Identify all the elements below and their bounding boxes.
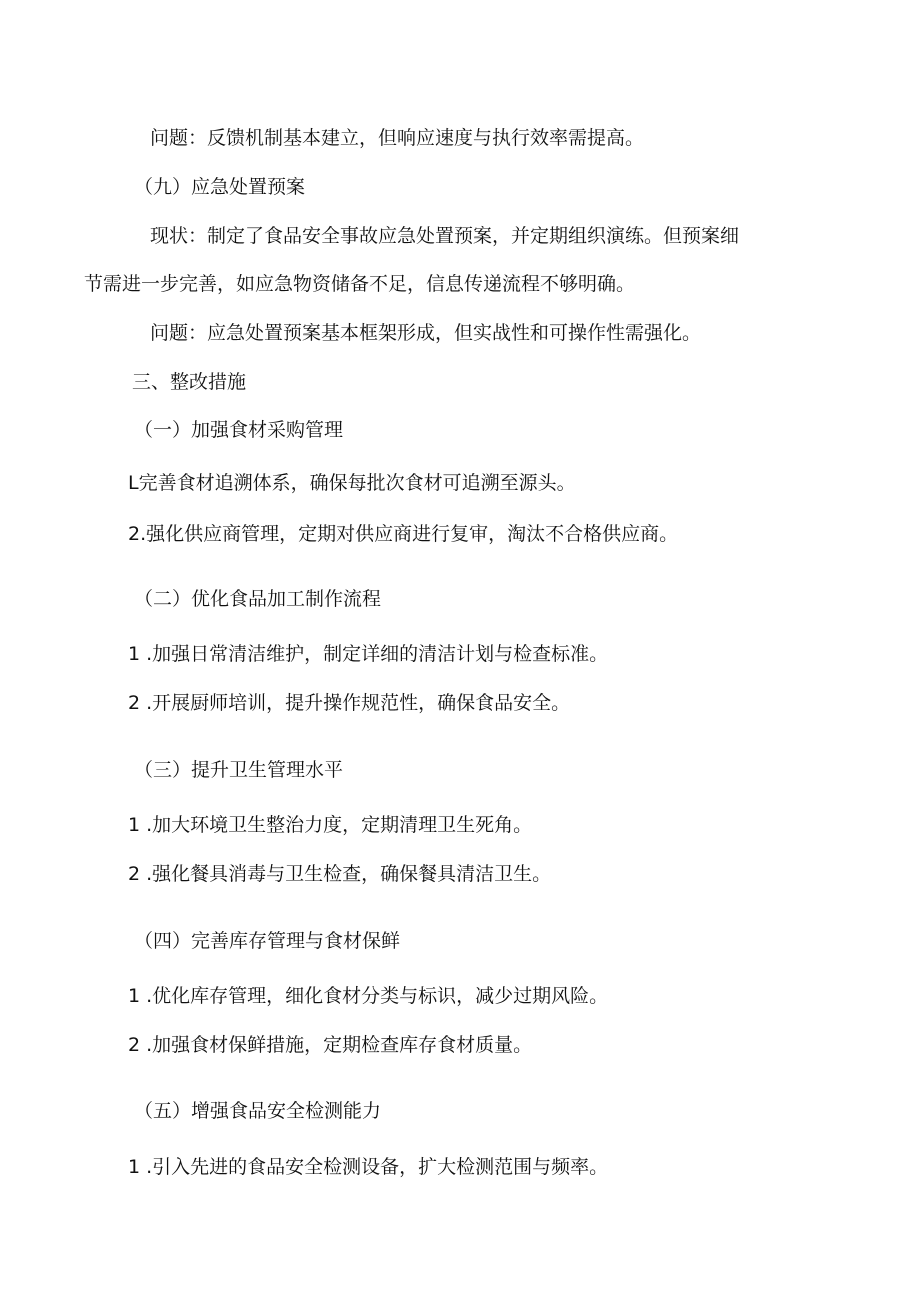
status-paragraph-line-2: 节需进一步完善，如应急物资储备不足，信息传递流程不够明确。 xyxy=(84,273,636,295)
list-item-4-2: 2 .加强食材保鲜措施，定期检查库存食材质量。 xyxy=(128,1034,533,1056)
section-heading-3: （三）提升卫生管理水平 xyxy=(134,759,344,781)
list-item-5-1: 1 .引入先进的食品安全检测设备，扩大检测范围与频率。 xyxy=(128,1156,609,1178)
list-item-2-1: 1 .加强日常清洁维护，制定详细的清洁计划与检查标准。 xyxy=(128,643,609,665)
section-heading-5: （五）增强食品安全检测能力 xyxy=(134,1100,382,1122)
list-item-3-2: 2 .强化餐具消毒与卫生检查，确保餐具清洁卫生。 xyxy=(128,863,552,885)
list-item-1-2: 2.强化供应商管理，定期对供应商进行复审，淘汰不合格供应商。 xyxy=(128,523,679,545)
problem-emergency-line: 问题：应急处置预案基本框架形成，但实战性和可操作性需强化。 xyxy=(150,322,702,344)
section-heading-2: （二）优化食品加工制作流程 xyxy=(134,588,382,610)
chapter-heading-rectification: 三、整改措施 xyxy=(132,371,247,393)
section-heading-1: （一）加强食材采购管理 xyxy=(134,419,344,441)
status-paragraph-line-1: 现状：制定了食品安全事故应急处置预案，并定期组织演练。但预案细 xyxy=(150,225,740,247)
list-item-3-1: 1 .加大环境卫生整治力度，定期清理卫生死角。 xyxy=(128,814,533,836)
list-item-1-1: L完善食材追溯体系，确保每批次食材可追溯至源头。 xyxy=(128,472,576,494)
problem-feedback-line: 问题：反馈机制基本建立，但响应速度与执行效率需提高。 xyxy=(150,127,645,149)
list-item-2-2: 2 .开展厨师培训，提升操作规范性，确保食品安全。 xyxy=(128,692,571,714)
section-heading-9: （九）应急处置预案 xyxy=(134,176,306,198)
list-item-4-1: 1 .优化库存管理，细化食材分类与标识，减少过期风险。 xyxy=(128,985,609,1007)
section-heading-4: （四）完善库存管理与食材保鲜 xyxy=(134,930,401,952)
